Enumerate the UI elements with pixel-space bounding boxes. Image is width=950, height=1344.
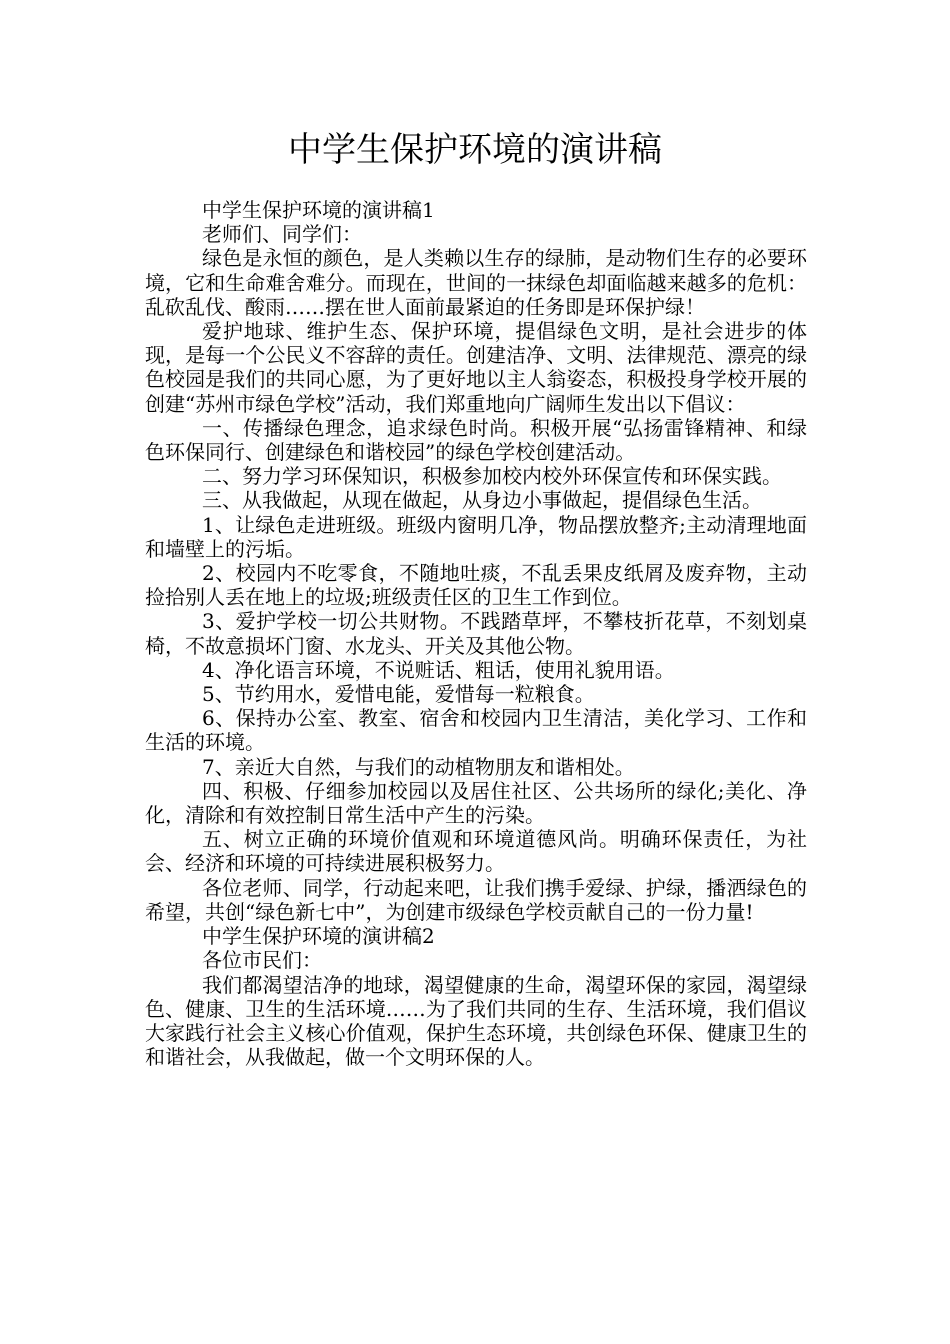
paragraph: 四、积极、仔细参加校园以及居住社区、公共场所的绿化;美化、净化，清除和有效控制日常生活中产生的污染。	[145, 778, 807, 828]
document-body	[145, 198, 807, 1069]
salutation-1: 老师们、同学们：	[202, 222, 362, 247]
document-title: 中学生保护环境的演讲稿	[288, 130, 662, 170]
paragraph: 三、从我做起，从现在做起，从身边小事做起，提倡绿色生活。	[202, 488, 762, 513]
list-item: 7、亲近大自然，与我们的动植物朋友和谐相处。	[202, 754, 635, 779]
paragraph: 爱护地球、维护生态、保护环境，提倡绿色文明，是社会进步的体现，是每一个公民义不容辞的责任。创建洁净、文明、法律规范、漂亮的绿色校园是我们的共同心愿，为了更好地以主人翁姿态，积极投身学校开展的创建“苏州市绿色学校”活动，我们郑重地向广阔师生发出以下倡议：	[145, 319, 807, 416]
list-item: 5、节约用水，爱惜电能，爱惜每一粒粮食。	[202, 682, 595, 707]
list-item: 4、净化语言环境，不说赃话、粗话，使用礼貌用语。	[202, 657, 675, 682]
paragraph: 一、传播绿色理念，追求绿色时尚。积极开展“弘扬雷锋精神、和绿色环保同行、创建绿色和谐校园”的绿色学校创建活动。	[145, 415, 807, 465]
paragraph: 二、努力学习环保知识，积极参加校内校外环保宣传和环保实践。	[202, 464, 782, 489]
list-item: 2、校园内不吃零食，不随地吐痰，不乱丢果皮纸屑及废弃物，主动捡拾别人丢在地上的垃圾;班级责任区的卫生工作到位。	[145, 561, 807, 610]
list-item: 1、让绿色走进班级。班级内窗明几净，物品摆放整齐;主动清理地面和墙壁上的污垢。	[145, 512, 807, 561]
section-heading-2: 中学生保护环境的演讲稿2	[202, 924, 435, 949]
paragraph: 我们都渴望洁净的地球，渴望健康的生命，渴望环保的家园，渴望绿色、健康、卫生的生活环境……为了我们共同的生存、生活环境，我们倡议大家践行社会主义核心价值观，保护生态环境，共创绿色环保、健康卫生的和谐社会，从我做起，做一个文明环保的人。	[145, 972, 807, 1070]
list-item: 3、爱护学校一切公共财物。不践踏草坪，不攀枝折花草，不刻划桌椅，不故意损坏门窗、水龙头、开关及其他公物。	[145, 609, 807, 658]
salutation-2: 各位市民们：	[202, 948, 322, 973]
paragraph: 绿色是永恒的颜色，是人类赖以生存的绿肺，是动物们生存的必要环境，它和生命难舍难分。而现在，世间的一抹绿色却面临越来越多的危机：乱砍乱伐、酸雨……摆在世人面前最紧迫的任务即是环保护绿！	[145, 246, 807, 319]
section-heading-1: 中学生保护环境的演讲稿1	[202, 198, 435, 222]
list-item: 6、保持办公室、教室、宿舍和校园内卫生清洁，美化学习、工作和生活的环境。	[145, 706, 807, 755]
paragraph: 五、树立正确的环境价值观和环境道德风尚。明确环保责任，为社会、经济和环境的可持续进展积极努力。	[145, 827, 807, 876]
paragraph: 各位老师、同学，行动起来吧，让我们携手爱绿、护绿，播洒绿色的希望，共创“绿色新七中”，为创建市级绿色学校贡献自己的一份力量!	[145, 875, 807, 924]
